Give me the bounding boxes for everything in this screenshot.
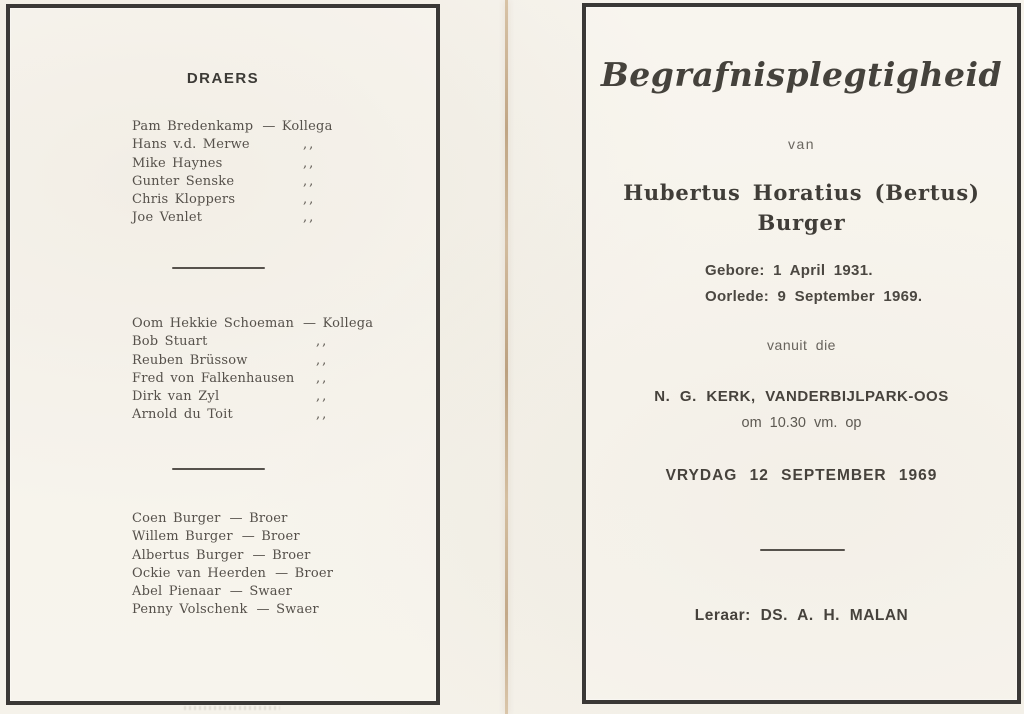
bearer-row	[132, 601, 432, 619]
bearer-row	[132, 406, 432, 424]
birth-line: Gebore: 1 April 1931.	[705, 262, 873, 279]
bearer-relation: — Broer	[241, 529, 300, 545]
bearer-relation: — Kollega	[262, 119, 333, 134]
deceased-name-line2: Burger	[757, 210, 846, 235]
bearer-row	[132, 191, 432, 209]
bearer-relation: — Broer	[252, 547, 311, 563]
fold-crease	[505, 0, 508, 714]
ditto-mark: ,,	[316, 334, 329, 350]
bearer-row	[132, 388, 432, 406]
bearer-relation: — Kollega	[303, 316, 374, 331]
bearer-name: Arnold du Toit	[132, 407, 233, 423]
bearer-name: Bob Stuart	[132, 334, 208, 350]
bearer-name: Ockie van Heerden	[132, 565, 267, 581]
ditto-mark: ,,	[303, 192, 316, 208]
right-page-frame	[582, 3, 1021, 704]
bearer-row	[132, 370, 432, 388]
bearer-row	[132, 155, 432, 173]
ditto-mark: ,,	[303, 210, 316, 226]
bearer-name: Pam Bredenkamp	[132, 119, 254, 134]
draers-title: DRAERS	[186, 70, 260, 87]
bearer-row	[132, 173, 432, 191]
bearer-name: Dirk van Zyl	[132, 389, 220, 405]
ceremony-title: Begrafnisplegtigheid	[600, 55, 1003, 94]
bearer-row	[132, 118, 432, 136]
bearer-name: Coen Burger	[132, 511, 221, 526]
bearer-row	[132, 547, 432, 565]
bearer-name: Penny Volschenk	[132, 602, 248, 618]
date-line: VRYDAG 12 SEPTEMBER 1969	[665, 467, 938, 484]
minister-line: Leraar: DS. A. H. MALAN	[694, 607, 909, 624]
section-divider	[760, 549, 845, 551]
ditto-mark: ,,	[303, 173, 316, 189]
bearer-group-2	[132, 315, 432, 425]
ditto-mark: ,,	[303, 137, 316, 153]
birth-death-block	[705, 258, 922, 310]
time-line: om 10.30 vm. op	[741, 415, 862, 431]
bearer-row	[132, 209, 432, 227]
section-divider	[172, 468, 265, 470]
bearer-name: Oom Hekkie Schoeman	[132, 316, 295, 331]
deceased-name	[586, 178, 1017, 238]
bearer-row	[132, 352, 432, 370]
printer-mark-artifact	[184, 706, 280, 710]
ditto-mark: ,,	[316, 389, 329, 405]
ditto-mark: ,,	[316, 407, 329, 423]
bearer-row	[132, 333, 432, 351]
bearer-group-3	[132, 510, 432, 620]
ditto-mark: ,,	[316, 352, 329, 368]
ditto-mark: ,,	[303, 155, 316, 171]
bearer-name: Hans v.d. Merwe	[132, 137, 250, 153]
bearer-relation: — Swaer	[229, 584, 293, 600]
bearer-name: Reuben Brüssow	[132, 352, 248, 368]
from-label: vanuit die	[767, 337, 836, 353]
bearer-name: Chris Kloppers	[132, 192, 236, 208]
bearer-relation: — Swaer	[256, 602, 319, 618]
bearer-row	[132, 528, 432, 546]
bearer-row	[132, 315, 432, 333]
bearer-name: Abel Pienaar	[132, 584, 221, 600]
left-page-frame	[6, 4, 440, 705]
bearer-name: Willem Burger	[132, 529, 233, 545]
bearer-row	[132, 136, 432, 154]
bearer-name: Gunter Senske	[132, 173, 235, 189]
bearer-name: Albertus Burger	[132, 547, 244, 563]
bearer-group-1	[132, 118, 432, 228]
bearer-name: Joe Venlet	[132, 210, 203, 226]
bearer-row	[132, 565, 432, 583]
church-name: N. G. KERK, VANDERBIJLPARK-OOS	[654, 388, 949, 405]
bearer-relation: — Broer	[229, 511, 288, 526]
bearer-name: Fred von Falkenhausen	[132, 370, 295, 386]
bearer-row	[132, 510, 432, 528]
death-line: Oorlede: 9 September 1969.	[705, 288, 923, 305]
bearer-row	[132, 583, 432, 601]
deceased-name-line1: Hubertus Horatius (Bertus)	[623, 180, 980, 205]
of-label: van	[787, 136, 816, 152]
bearer-name: Mike Haynes	[132, 155, 223, 171]
bearer-relation: — Broer	[275, 565, 334, 581]
section-divider	[172, 267, 265, 269]
ditto-mark: ,,	[316, 370, 329, 386]
